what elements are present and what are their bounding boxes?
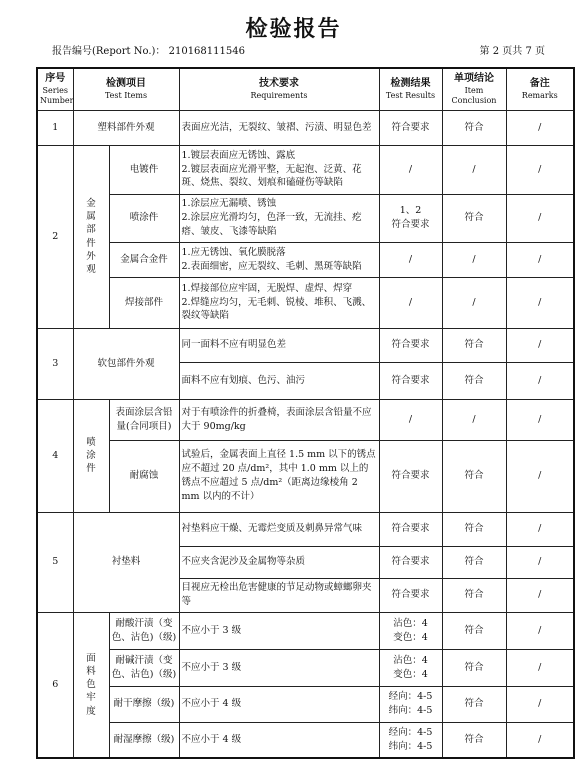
- inspection-table: [36, 67, 575, 759]
- requirement: 同一面料不应有明显色差: [179, 328, 379, 362]
- remarks: /: [506, 110, 574, 145]
- test-subitem: 金属合金件: [109, 242, 179, 277]
- table-row: [37, 649, 574, 686]
- remarks: /: [506, 578, 574, 612]
- requirement: 对于有喷涂件的折叠椅，表面涂层含铅量不应大于 90mg/kg: [179, 399, 379, 440]
- test-subitem: 电镀件: [109, 145, 179, 194]
- test-result: 1、2 符合要求: [379, 194, 442, 242]
- test-item-group: 金属部件外观: [73, 145, 109, 328]
- test-result: 沾色：4 变色：4: [379, 612, 442, 649]
- requirement: 不应小于 4 级: [179, 722, 379, 758]
- table-row: [37, 686, 574, 722]
- header-series: 序号 Series Number: [37, 68, 73, 110]
- table-row: [37, 110, 574, 145]
- requirement: 衬垫料应干燥、无霉烂变质及刺鼻异常气味: [179, 512, 379, 546]
- header-remarks: 备注 Remarks: [506, 68, 574, 110]
- test-result: 经向：4-5 纬向：4-5: [379, 722, 442, 758]
- remarks: /: [506, 440, 574, 512]
- table-row: [37, 328, 574, 362]
- test-subitem: 耐碱汗渍（变色、沾色)（级): [109, 649, 179, 686]
- item-conclusion: 符合: [442, 546, 506, 578]
- test-result: 符合要求: [379, 362, 442, 399]
- test-subitem: 喷涂件: [109, 194, 179, 242]
- requirement: 不应小于 3 级: [179, 649, 379, 686]
- remarks: /: [506, 612, 574, 649]
- test-result: /: [379, 277, 442, 328]
- series-number: 2: [37, 145, 73, 328]
- requirement: 面料不应有划痕、色污、油污: [179, 362, 379, 399]
- item-conclusion: 符合: [442, 328, 506, 362]
- test-item: 软包部件外观: [73, 328, 179, 399]
- requirement: 表面应光洁，无裂纹、皱褶、污渍、明显色差: [179, 110, 379, 145]
- test-result: 符合要求: [379, 546, 442, 578]
- test-result: /: [379, 145, 442, 194]
- test-result: 符合要求: [379, 512, 442, 546]
- item-conclusion: /: [442, 242, 506, 277]
- remarks: /: [506, 242, 574, 277]
- requirement: 1.镀层表面应无锈蚀、露底 2.镀层表面应光滑平整，无起泡、泛黄、花斑、烧焦、裂纹、划痕和磕碰伤等缺陷: [179, 145, 379, 194]
- requirement: 试验后，金属表面上直径 1.5 mm 以下的锈点应不超过 20 点/dm²，其中 1.0 mm 以上的锈点不应超过 5 点/dm²（距离边缘棱角 2 mm 以内的不计）: [179, 440, 379, 512]
- test-item: 塑料部件外观: [73, 110, 179, 145]
- test-result: 符合要求: [379, 328, 442, 362]
- test-subitem: 耐腐蚀: [109, 440, 179, 512]
- item-conclusion: /: [442, 145, 506, 194]
- requirement: 目视应无检出危害健康的节足动物或蟑螂卵夹等: [179, 578, 379, 612]
- requirement: 1.应无锈蚀、氧化膜脱落 2.表面细密，应无裂纹、毛刺、黑斑等缺陷: [179, 242, 379, 277]
- table-row: [37, 512, 574, 546]
- test-item-group: 面料色牢度: [73, 612, 109, 758]
- test-subitem: 表面涂层含铅量(合同项目): [109, 399, 179, 440]
- item-conclusion: 符合: [442, 686, 506, 722]
- report-title: 检验报告: [245, 16, 342, 42]
- item-conclusion: 符合: [442, 194, 506, 242]
- table-row: [37, 399, 574, 440]
- page-indicator: 第 2 页共 7 页: [479, 46, 545, 57]
- item-conclusion: 符合: [442, 440, 506, 512]
- item-conclusion: 符合: [442, 612, 506, 649]
- item-conclusion: 符合: [442, 722, 506, 758]
- report-number: 报告编号(Report No.)： 210168111546: [52, 46, 245, 57]
- requirement: 不应小于 4 级: [179, 686, 379, 722]
- remarks: /: [506, 722, 574, 758]
- test-subitem: 焊接部件: [109, 277, 179, 328]
- test-result: 符合要求: [379, 440, 442, 512]
- remarks: /: [506, 194, 574, 242]
- requirement: 不应夹含泥沙及金属物等杂质: [179, 546, 379, 578]
- test-result: 经向：4-5 纬向：4-5: [379, 686, 442, 722]
- test-subitem: 耐干摩擦（级): [109, 686, 179, 722]
- item-conclusion: 符合: [442, 512, 506, 546]
- series-number: 4: [37, 399, 73, 512]
- item-conclusion: /: [442, 399, 506, 440]
- remarks: /: [506, 399, 574, 440]
- requirement: 不应小于 3 级: [179, 612, 379, 649]
- remarks: /: [506, 362, 574, 399]
- series-number: 5: [37, 512, 73, 612]
- item-conclusion: 符合: [442, 362, 506, 399]
- test-result: 符合要求: [379, 578, 442, 612]
- header-test-results: 检测结果 Test Results: [379, 68, 442, 110]
- test-item: 衬垫料: [73, 512, 179, 612]
- remarks: /: [506, 512, 574, 546]
- item-conclusion: 符合: [442, 578, 506, 612]
- requirement: 1.涂层应无漏喷、锈蚀 2.涂层应光滑均匀，色泽一致，无流挂、疙瘩、皱皮、飞漆等缺陷: [179, 194, 379, 242]
- table-row: [37, 194, 574, 242]
- test-result: 符合要求: [379, 110, 442, 145]
- item-conclusion: /: [442, 277, 506, 328]
- table-row: [37, 440, 574, 512]
- table-row: [37, 612, 574, 649]
- header-item-conclusion: 单项结论 Item Conclusion: [442, 68, 506, 110]
- remarks: /: [506, 649, 574, 686]
- item-conclusion: 符合: [442, 649, 506, 686]
- test-subitem: 耐酸汗渍（变色、沾色)（级): [109, 612, 179, 649]
- series-number: 1: [37, 110, 73, 145]
- table-row: [37, 145, 574, 194]
- test-result: /: [379, 242, 442, 277]
- remarks: /: [506, 686, 574, 722]
- header-test-items: 检测项目 Test Items: [73, 68, 179, 110]
- test-subitem: 耐湿摩擦（级): [109, 722, 179, 758]
- table-row: [37, 242, 574, 277]
- series-number: 6: [37, 612, 73, 758]
- remarks: /: [506, 328, 574, 362]
- header-requirements: 技术要求 Requirements: [179, 68, 379, 110]
- item-conclusion: 符合: [442, 110, 506, 145]
- test-result: 沾色：4 变色：4: [379, 649, 442, 686]
- table-row: [37, 722, 574, 758]
- test-item-group: 喷涂件: [73, 399, 109, 512]
- series-number: 3: [37, 328, 73, 399]
- remarks: /: [506, 145, 574, 194]
- remarks: /: [506, 546, 574, 578]
- test-result: /: [379, 399, 442, 440]
- table-header-row: [37, 68, 574, 110]
- requirement: 1.焊接部位应牢固，无脱焊、虚焊、焊穿 2.焊缝应均匀，无毛刺、锐棱、堆积、飞溅、裂纹等缺陷: [179, 277, 379, 328]
- table-row: [37, 277, 574, 328]
- remarks: /: [506, 277, 574, 328]
